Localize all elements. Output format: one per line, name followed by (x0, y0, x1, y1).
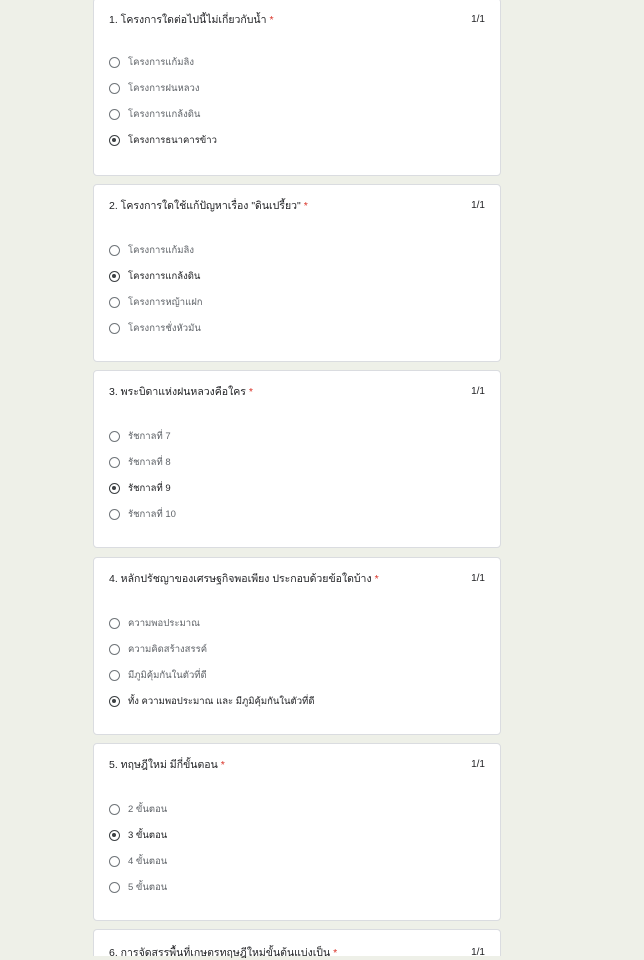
radio-button-icon[interactable] (109, 644, 120, 655)
options-list (109, 49, 217, 153)
option-label: โครงการหญ้าแฝก (128, 296, 203, 308)
question-title: 5. ทฤษฎีใหม่ มีกี่ขั้นตอน (109, 759, 218, 771)
question-score: 1/1 (471, 14, 485, 25)
radio-button-icon[interactable] (109, 457, 120, 468)
option-radio-selected[interactable] (109, 263, 203, 289)
option-radio[interactable] (109, 662, 314, 688)
option-label: รัชกาลที่ 8 (128, 456, 171, 468)
question-score: 1/1 (471, 573, 485, 584)
options-list (109, 610, 314, 714)
radio-button-icon[interactable] (109, 109, 120, 120)
option-radio[interactable] (109, 848, 167, 874)
radio-button-icon[interactable] (109, 856, 120, 867)
question-card-6 (93, 929, 501, 959)
option-radio[interactable] (109, 796, 167, 822)
question-card-4 (93, 557, 501, 735)
question-score: 1/1 (471, 947, 485, 958)
radio-button-icon[interactable] (109, 618, 120, 629)
option-label: 5 ขั้นตอน (128, 881, 168, 893)
option-label: ความคิดสร้างสรรค์ (128, 643, 208, 655)
option-label: ทั้ง ความพอประมาณ และ มีภูมิคุ้มกันในตัวที่ดี (128, 695, 315, 707)
option-label: โครงการชั่งหัวมัน (128, 322, 201, 334)
question-card-3 (93, 370, 501, 548)
radio-button-icon[interactable] (109, 509, 120, 520)
question-card-2 (93, 184, 501, 362)
radio-button-icon[interactable] (109, 804, 120, 815)
option-radio[interactable] (109, 289, 203, 315)
radio-button-icon[interactable] (109, 245, 120, 256)
question-card-5 (93, 743, 501, 921)
options-list (109, 796, 167, 900)
radio-button-icon[interactable] (109, 431, 120, 442)
required-asterisk: * (303, 200, 308, 212)
question-title: 6. การจัดสรรพื้นที่เกษตรทฤษฎีใหม่ขั้นต้นแบ่งเป็น (109, 947, 331, 959)
option-radio[interactable] (109, 636, 314, 662)
question-score: 1/1 (471, 200, 485, 211)
question-title: 2. โครงการใดใช้แก้ปัญหาเรื่อง "ดินเปรี้ยว" (109, 200, 301, 212)
option-label: ความพอประมาณ (128, 617, 200, 629)
option-label: มีภูมิคุ้มกันในตัวที่ดี (128, 669, 207, 681)
required-asterisk: * (248, 386, 253, 398)
option-radio-selected[interactable] (109, 475, 176, 501)
option-radio[interactable] (109, 75, 217, 101)
option-radio[interactable] (109, 610, 314, 636)
radio-button-icon[interactable] (109, 323, 120, 334)
question-title: 1. โครงการใดต่อไปนี้ไม่เกี่ยวกับน้ำ (109, 14, 267, 26)
option-label: รัชกาลที่ 10 (128, 508, 176, 520)
option-label: รัชกาลที่ 7 (128, 430, 171, 442)
options-list (109, 237, 203, 341)
option-label: รัชกาลที่ 9 (128, 482, 171, 494)
option-radio-selected[interactable] (109, 688, 314, 714)
radio-selected-icon[interactable] (109, 696, 120, 707)
question-score: 1/1 (471, 759, 485, 770)
options-list (109, 423, 176, 527)
question-score: 1/1 (471, 386, 485, 397)
radio-selected-icon[interactable] (109, 830, 120, 841)
option-label: 4 ขั้นตอน (128, 855, 168, 867)
option-radio[interactable] (109, 449, 176, 475)
required-asterisk: * (269, 14, 274, 26)
option-radio-selected[interactable] (109, 127, 217, 153)
option-radio[interactable] (109, 49, 217, 75)
option-label: โครงการฝนหลวง (128, 82, 200, 94)
required-asterisk: * (220, 759, 225, 771)
required-asterisk: * (333, 947, 338, 959)
option-label: 2 ขั้นตอน (128, 803, 168, 815)
option-label: โครงการธนาคารข้าว (128, 134, 217, 146)
option-label: โครงการแกล้งดิน (128, 108, 201, 120)
option-label: 3 ขั้นตอน (128, 829, 168, 841)
radio-button-icon[interactable] (109, 670, 120, 681)
radio-selected-icon[interactable] (109, 483, 120, 494)
radio-button-icon[interactable] (109, 57, 120, 68)
required-asterisk: * (374, 573, 379, 585)
option-radio[interactable] (109, 874, 167, 900)
radio-button-icon[interactable] (109, 882, 120, 893)
option-label: โครงการแก้มลิง (128, 56, 194, 68)
option-radio[interactable] (109, 501, 176, 527)
option-label: โครงการแกล้งดิน (128, 270, 201, 282)
option-radio[interactable] (109, 423, 176, 449)
option-radio[interactable] (109, 237, 203, 263)
question-title: 4. หลักปรัชญาของเศรษฐกิจพอเพียง ประกอบด้วยข้อใดบ้าง (109, 573, 372, 585)
question-card-1 (93, 0, 501, 176)
radio-selected-icon[interactable] (109, 135, 120, 146)
radio-button-icon[interactable] (109, 297, 120, 308)
option-label: โครงการแก้มลิง (128, 244, 194, 256)
option-radio[interactable] (109, 315, 203, 341)
option-radio[interactable] (109, 101, 217, 127)
option-radio-selected[interactable] (109, 822, 167, 848)
radio-selected-icon[interactable] (109, 271, 120, 282)
radio-button-icon[interactable] (109, 83, 120, 94)
question-title: 3. พระบิดาแห่งฝนหลวงคือใคร (109, 386, 246, 398)
